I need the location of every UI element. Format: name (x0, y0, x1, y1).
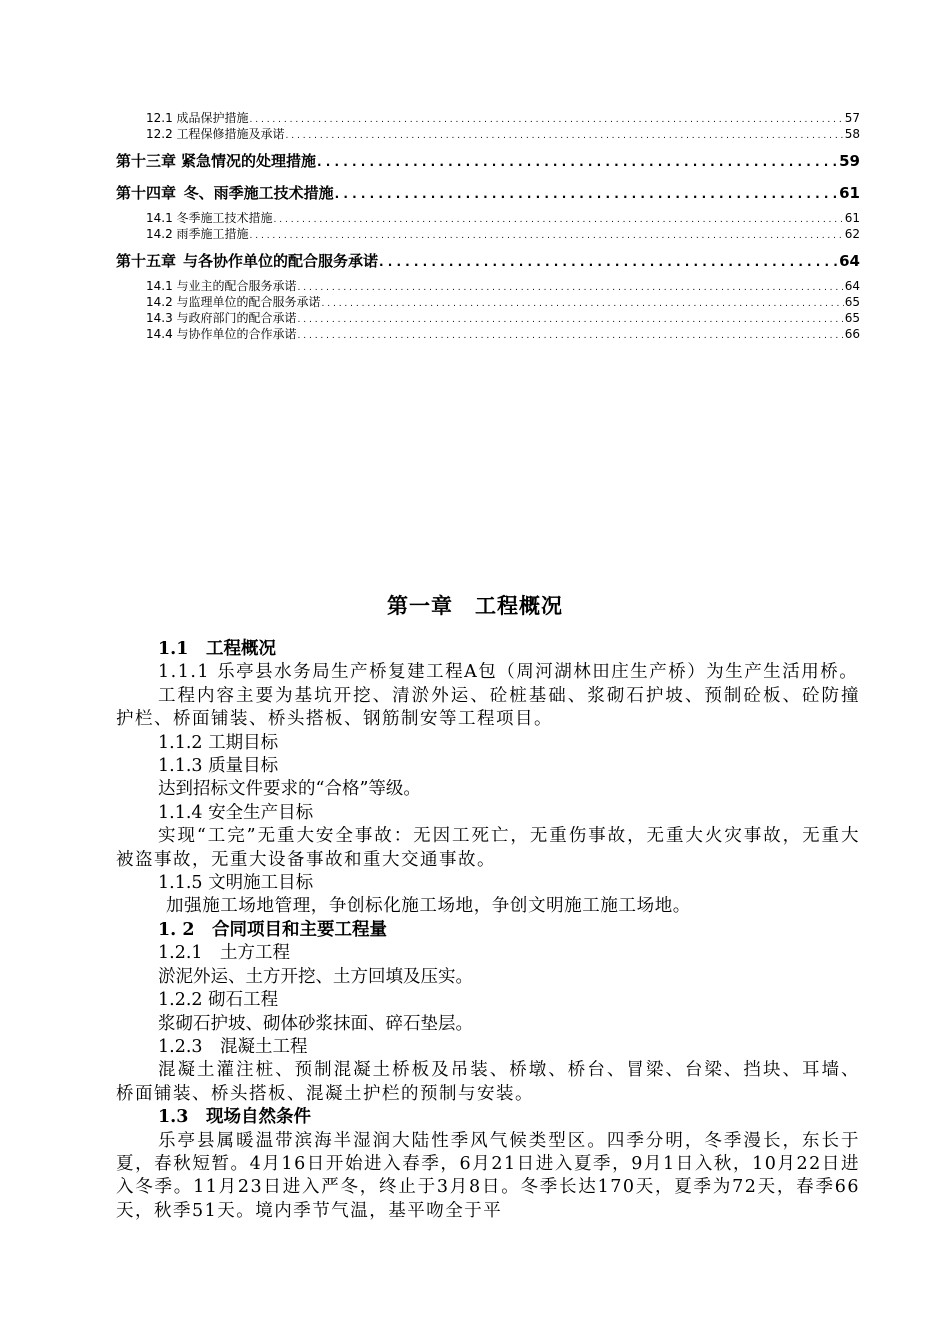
toc-page-number: 61 (844, 211, 860, 225)
subsection-heading-1-2-2: 1.2.2 砌石工程 (158, 990, 279, 1011)
subsection-heading-1-2-1: 1.2.1 土方工程 (158, 943, 291, 964)
toc-page-number: 64 (839, 252, 860, 270)
section-heading-1-2: 1. 2 合同项目和主要工程量 (158, 919, 388, 940)
section-heading-1-3: 1.3 现场自然条件 (158, 1107, 311, 1128)
toc-chapter-15[interactable] (116, 248, 860, 274)
toc-page-number: 62 (844, 227, 860, 241)
toc-entry-label: 14.2 与监理单位的配合服务承诺 (146, 295, 321, 309)
toc-entry-label: 14.3 与政府部门的配合承诺 (146, 311, 297, 325)
toc-entry-label: 14.4 与协作单位的合作承诺 (146, 327, 297, 341)
toc-page-number: 57 (844, 111, 860, 125)
subsection-heading-1-1-2: 1.1.2 工期目标 (158, 732, 279, 753)
toc-entry-label: 14.2 雨季施工措施 (146, 227, 249, 241)
subsection-heading-1-1-4: 1.1.4 安全生产目标 (158, 802, 314, 823)
toc-leader-dots (286, 126, 844, 144)
toc-chapter-title: 与各协作单位的配合服务承诺 (182, 252, 378, 270)
toc-entry-15-1[interactable] (116, 278, 860, 294)
toc-chapter-title: 紧急情况的处理措施 (181, 152, 317, 170)
paragraph-climate: 乐亭县属暖温带滨海半湿润大陆性季风气候类型区。四季分明，冬季漫长，东长于夏，春秋短暂。4月16日开始进入春季，6月21日进入夏季，9月1日入秋，10月22日进入冬季。11月23日进入严冬，终止于3月8日。冬季长达170天，夏季为72天，春季66天，秋季51天。境内季节气温，基平吻全于平 (116, 1130, 860, 1221)
toc-entry-12-1[interactable] (116, 110, 860, 126)
paragraph-quality: 达到招标文件要求的“合格”等级。 (158, 779, 421, 800)
subsection-heading-1-1-5: 1.1.5 文明施工目标 (158, 873, 314, 894)
subsection-heading-1-2-3: 1.2.3 混凝土工程 (158, 1036, 308, 1057)
toc-entry-14-2[interactable] (116, 226, 860, 242)
toc-entry-15-2[interactable] (116, 294, 860, 310)
toc-chapter-title: 冬、雨季施工技术措施 (183, 184, 334, 202)
toc-page-number: 64 (844, 279, 860, 293)
paragraph-concrete: 混凝土灌注桩、预制混凝土桥板及吊装、桥墩、桥台、冒梁、台梁、挡块、耳墙、桥面铺装、桥头搭板、混凝土护栏的预制与安装。 (116, 1060, 860, 1104)
toc-leader-dots (335, 180, 838, 207)
toc-entry-14-1[interactable] (116, 210, 860, 226)
chapter-title: 第一章 工程概况 (387, 593, 563, 618)
paragraph-safety: 实现“工完”无重大安全事故：无因工死亡，无重伤事故，无重大火灾事故，无重大被盗事故，无重大设备事故和重大交通事故。 (116, 826, 860, 870)
subsection-heading-1-1-3: 1.1.3 质量目标 (158, 756, 279, 777)
toc-leader-dots (317, 148, 838, 175)
paragraph-1-1-1: 1.1.1 乐亭县水务局生产桥复建工程A包（周河湖林田庄生产桥）为生产生活用桥。 (158, 662, 859, 683)
paragraph-content: 工程内容主要为基坑开挖、清淤外运、砼桩基础、浆砌石护坡、预制砼板、砼防撞护栏、桥面铺装、桥头搭板、钢筋制安等工程项目。 (116, 685, 860, 730)
toc-chapter-number: 第十三章 (116, 152, 177, 170)
toc-page-number: 58 (844, 127, 860, 141)
toc-entry-15-3[interactable] (116, 310, 860, 326)
toc-entry-label: 14.1 与业主的配合服务承诺 (146, 279, 297, 293)
paragraph-earth: 淤泥外运、土方开挖、土方回填及压实。 (158, 966, 473, 987)
chapter-body (116, 638, 860, 1223)
toc-entry-label: 12.1 成品保护措施 (146, 111, 249, 125)
toc-chapter-13[interactable] (116, 148, 860, 174)
toc-entry-label: 12.2 工程保修措施及承诺 (146, 127, 285, 141)
toc-leader-dots (298, 326, 844, 344)
toc-entry-label: 14.1 冬季施工技术措施 (146, 211, 273, 225)
toc-page-number: 65 (844, 311, 860, 325)
toc-chapter-number: 第十五章 (116, 252, 177, 270)
toc-chapter-14[interactable] (116, 180, 860, 206)
paragraph-stone: 浆砌石护坡、砌体砂浆抹面、碎石垫层。 (158, 1013, 473, 1034)
toc-page-number: 61 (839, 184, 860, 202)
toc-entry-15-4[interactable] (116, 326, 860, 342)
toc-leader-dots (379, 248, 838, 275)
toc-chapter-number: 第十四章 (116, 184, 177, 202)
toc-page-number: 59 (839, 152, 860, 170)
toc-page-number: 65 (844, 295, 860, 309)
toc-entry-12-2[interactable] (116, 126, 860, 142)
toc-page-number: 66 (844, 327, 860, 341)
toc-leader-dots (250, 226, 844, 244)
paragraph-civil: 加强施工场地管理，争创标化施工场地，争创文明施工施工场地。 (166, 896, 691, 917)
section-heading-1-1: 1.1 工程概况 (158, 639, 276, 659)
table-of-contents (116, 110, 860, 342)
